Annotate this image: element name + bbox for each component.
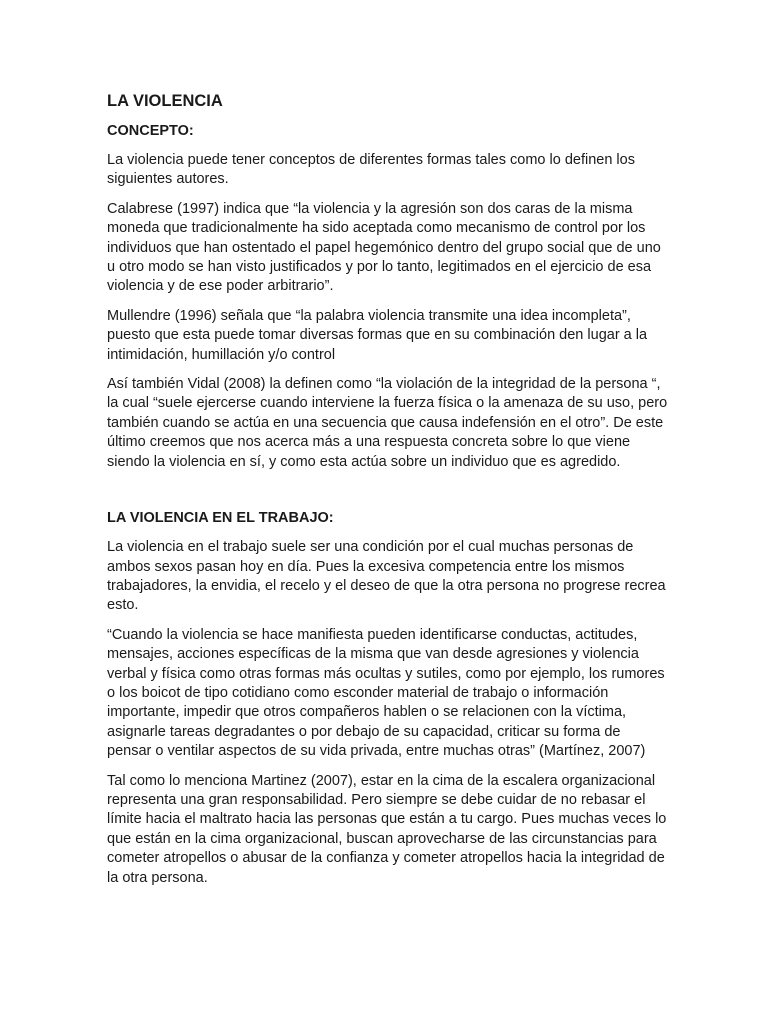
paragraph: Así también Vidal (2008) la definen como “la violación de la integridad de la persona “, la cual “suele ejercerse cuando interviene la fuerza física o la amenaza de su uso, pero también cuando se actúa en una secuencia que causa indefensión en el otro”. De este último creemos que nos acerca más a una respuesta concreta sobre lo que viene siendo la violencia en sí, y como esta actúa sobre un individuo que es agredido. bbox=[107, 376, 668, 470]
paragraph: Calabrese (1997) indica que “la violencia y la agresión son dos caras de la misma moneda que tradicionalmente ha sido aceptada como mecanismo de control por los individuos que han ostentado el papel hegemónico dentro del grupo social que de uno u otro modo se han visto justificados y por lo tanto, legitimados en el ejercicio de esa violencia y de ese poder arbitrario”. bbox=[107, 200, 661, 295]
section-heading-trabajo: LA VIOLENCIA EN EL TRABAJO: bbox=[107, 510, 334, 527]
section-spacer bbox=[107, 482, 668, 508]
paragraph: Tal como lo menciona Martinez (2007), estar en la cima de la escalera organizacional representa una gran responsabilidad. Pero siempre se debe cuidar de no rebasar el límite hacia el maltrato hacia las personas que están a tu cargo. Pues muchas veces lo que están en la cima organizacional, buscan aprovecharse de las circunstancias para cometer atropellos o abusar de la confianza y cometer atropellos hacia la integridad de la otra persona. bbox=[107, 772, 667, 886]
paragraph: Mullendre (1996) señala que “la palabra violencia transmite una idea incompleta”, puesto que esta puede tomar diversas formas que en su combinación den lugar a la intimidación, humillación y/o control bbox=[107, 307, 648, 363]
paragraph: “Cuando la violencia se hace manifiesta pueden identificarse conductas, actitudes, mensajes, acciones específicas de la misma que van desde agresiones y violencia verbal y física como otras formas más ocultas y sutiles, como por ejemplo, los rumores o los boicot de tipo cotidiano como esconder material de trabajo o información importante, impedir que otros compañeros hablen o se relacionen con la víctima, asignarle tareas degradantes o por debajo de su capacidad, criticar su forma de pensar o ventilar aspectos de su vida privada, entre muchas otras” (Martínez, 2007) bbox=[107, 626, 665, 760]
paragraph: La violencia puede tener conceptos de diferentes formas tales como lo definen los siguientes autores. bbox=[107, 152, 635, 188]
document-title: LA VIOLENCIA bbox=[107, 92, 223, 110]
paragraph: La violencia en el trabajo suele ser una condición por el cual muchas personas de ambos sexos pasan hoy en día. Pues la excesiva competencia entre los mismos trabajadores, la envidia, el recelo y el deseo de que la otra persona no progrese recrea esto. bbox=[107, 539, 666, 614]
section-heading-concepto: CONCEPTO: bbox=[107, 123, 194, 139]
